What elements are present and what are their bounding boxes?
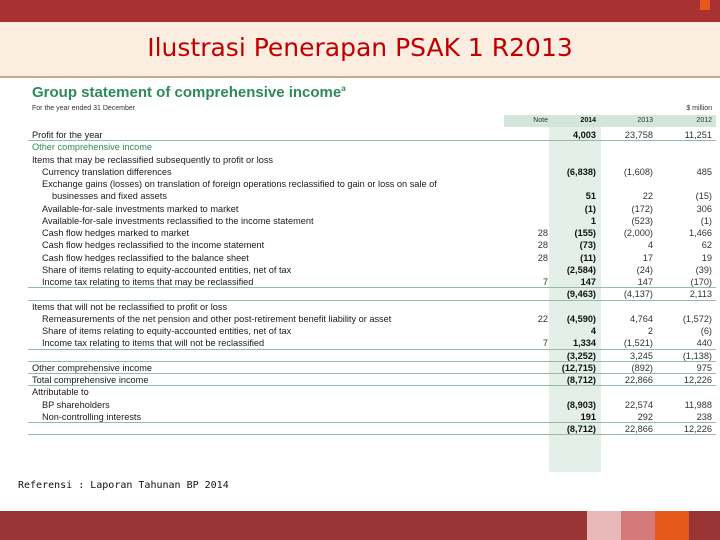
cell-note: 7 [542,338,548,349]
row-label: Cash flow hedges marked to market [42,228,190,238]
table-row [28,190,716,202]
cell-2013: 22,866 [624,375,653,385]
cell-2014: 4 [590,326,596,336]
cell-2012: 62 [701,240,712,251]
row-label: Other comprehensive income [32,362,153,373]
cell-2012: (1) [700,215,712,226]
top-accent-bar [0,0,720,22]
row-label: Cash flow hedges reclassified to the income statement [42,240,265,251]
table-row [28,350,716,362]
row-label: Available-for-sale investments reclassified to the income statement [42,215,314,226]
table-row [28,239,716,251]
cell-2013: (1,608) [623,166,653,177]
table-row [28,129,716,141]
row-label: Available-for-sale investments marked to market [42,203,239,214]
row-label: Non-controlling interests [42,411,142,422]
table-row [28,288,716,300]
column-header-2013: 2013 [637,117,653,124]
cell-note: 22 [537,313,548,324]
footer-block-medium [621,511,655,540]
cell-2012: (1,572) [682,313,712,324]
row-label: Items that will not be reclassified to profit or loss [32,301,228,312]
cell-2012: 485 [696,166,712,177]
table-row [28,399,716,411]
row-label: Attributable to [32,387,89,398]
cell-2012: (170) [690,277,712,287]
row-label: Share of items relating to equity-accounted entities, net of tax [42,264,292,275]
row-label: Items that may be reclassified subsequently to profit or loss [32,154,274,165]
row-label: Other comprehensive income [32,142,153,153]
cell-2014: (4,590) [566,313,596,324]
cell-2012: 975 [696,362,712,373]
row-label: Share of items relating to equity-accounted entities, net of tax [42,326,292,336]
cell-2014: (11) [580,252,596,263]
table-row [28,203,716,215]
cell-2013: 4,764 [630,313,653,324]
cell-2014: (8,712) [566,424,596,434]
statement-unit: $ million [686,105,712,112]
column-header-note: Note [533,117,548,124]
table-row [28,276,716,288]
footer-block-orange [655,511,689,540]
cell-2012: (15) [695,191,712,202]
cell-2014: (9,463) [566,289,596,300]
row-label: Exchange gains (losses) on translation of foreign operations reclassified to gain or loss on sale of [42,179,437,189]
cell-2012: (1,138) [682,350,712,361]
cell-2013: (892) [631,362,653,373]
cell-2014: (3,252) [566,350,596,361]
cell-2013: (24) [636,264,653,275]
cell-2014: 4,003 [573,130,596,140]
top-accent-square [700,0,710,10]
cell-2012: 12,226 [683,424,712,434]
cell-2014: 51 [585,191,596,202]
table-row [28,411,716,423]
cell-note: 7 [542,277,548,287]
table-row [28,252,716,264]
table-row [28,374,716,386]
statement-period: For the year ended 31 December [32,105,136,112]
row-label: BP shareholders [42,399,110,410]
cell-2012: 2,113 [689,289,712,300]
cell-2013: 23,758 [624,130,653,140]
cell-2013: (4,137) [623,289,653,300]
cell-2012: 306 [696,203,712,214]
statement-title-superscript: a [341,84,346,93]
cell-2014: (73) [579,240,596,251]
table-row [28,325,716,337]
cell-2012: (39) [695,264,712,275]
cell-2014: (6,838) [566,166,596,177]
cell-note: 28 [537,252,548,263]
cell-2012: 11,251 [684,130,712,140]
table-row [28,386,716,398]
cell-2013: 2 [647,326,653,336]
cell-2014: 1 [590,215,596,226]
row-label: Total comprehensive income [32,375,149,385]
cell-2013: 22 [642,191,653,202]
statement-image [28,82,716,472]
table-row [28,227,716,239]
cell-note: 28 [537,240,548,251]
row-label: Income tax relating to items that will not be reclassified [42,338,265,349]
cell-2012: 238 [696,411,712,422]
column-header-2014: 2014 [580,117,596,124]
cell-2014: 1,334 [573,338,596,349]
table-row [28,362,716,374]
table-row [28,141,716,153]
cell-2014: 191 [580,411,596,422]
row-label: Cash flow hedges reclassified to the balance sheet [42,252,249,263]
cell-2012: 12,226 [683,375,712,385]
cell-2013: (2,000) [623,228,653,238]
cell-2014: (2,584) [566,264,596,275]
row-label: Profit for the year [32,130,103,140]
cell-2014: (1) [584,203,596,214]
cell-2012: (6) [700,326,712,336]
table-row [28,178,716,190]
row-label: Income tax relating to items that may be reclassified [42,277,254,287]
cell-2013: (1,521) [623,338,653,349]
cell-2013: (523) [631,215,653,226]
table-row [28,337,716,349]
table-row [28,215,716,227]
cell-note: 28 [537,228,548,238]
cell-2014: (8,903) [566,399,596,410]
table-row [28,313,716,325]
row-label: businesses and fixed assets [52,191,167,202]
cell-2013: 147 [637,277,653,287]
table-row [28,301,716,313]
cell-2012: 11,988 [684,399,712,410]
cell-2013: (172) [631,203,653,214]
cell-2014: (12,715) [561,362,596,373]
cell-2014: (8,712) [566,375,596,385]
cell-2012: 440 [696,338,712,349]
cell-2012: 19 [701,252,712,263]
cell-2013: 22,574 [624,399,653,410]
cell-2013: 292 [637,411,653,422]
slide-title: Ilustrasi Penerapan PSAK 1 R2013 [147,33,573,62]
row-label: Currency translation differences [42,166,172,177]
footer-block-light [587,511,621,540]
table-row [28,264,716,276]
reference-note: Referensi : Laporan Tahunan BP 2014 [18,480,229,491]
cell-2013: 3,245 [630,350,653,361]
cell-2014: (155) [574,228,596,238]
table-row [28,423,716,435]
column-header-2012: 2012 [696,117,712,124]
table-row [28,154,716,166]
statement-title: Group statement of comprehensive income$^a$ [32,84,346,101]
cell-2012: 1,466 [689,228,712,238]
table-row [28,166,716,178]
cell-2013: 17 [642,252,653,263]
cell-2014: 147 [580,277,596,287]
cell-2013: 4 [647,240,653,251]
row-label: Remeasurements of the net pension and other post-retirement benefit liability or asset [42,313,392,324]
cell-2013: 22,866 [624,424,653,434]
